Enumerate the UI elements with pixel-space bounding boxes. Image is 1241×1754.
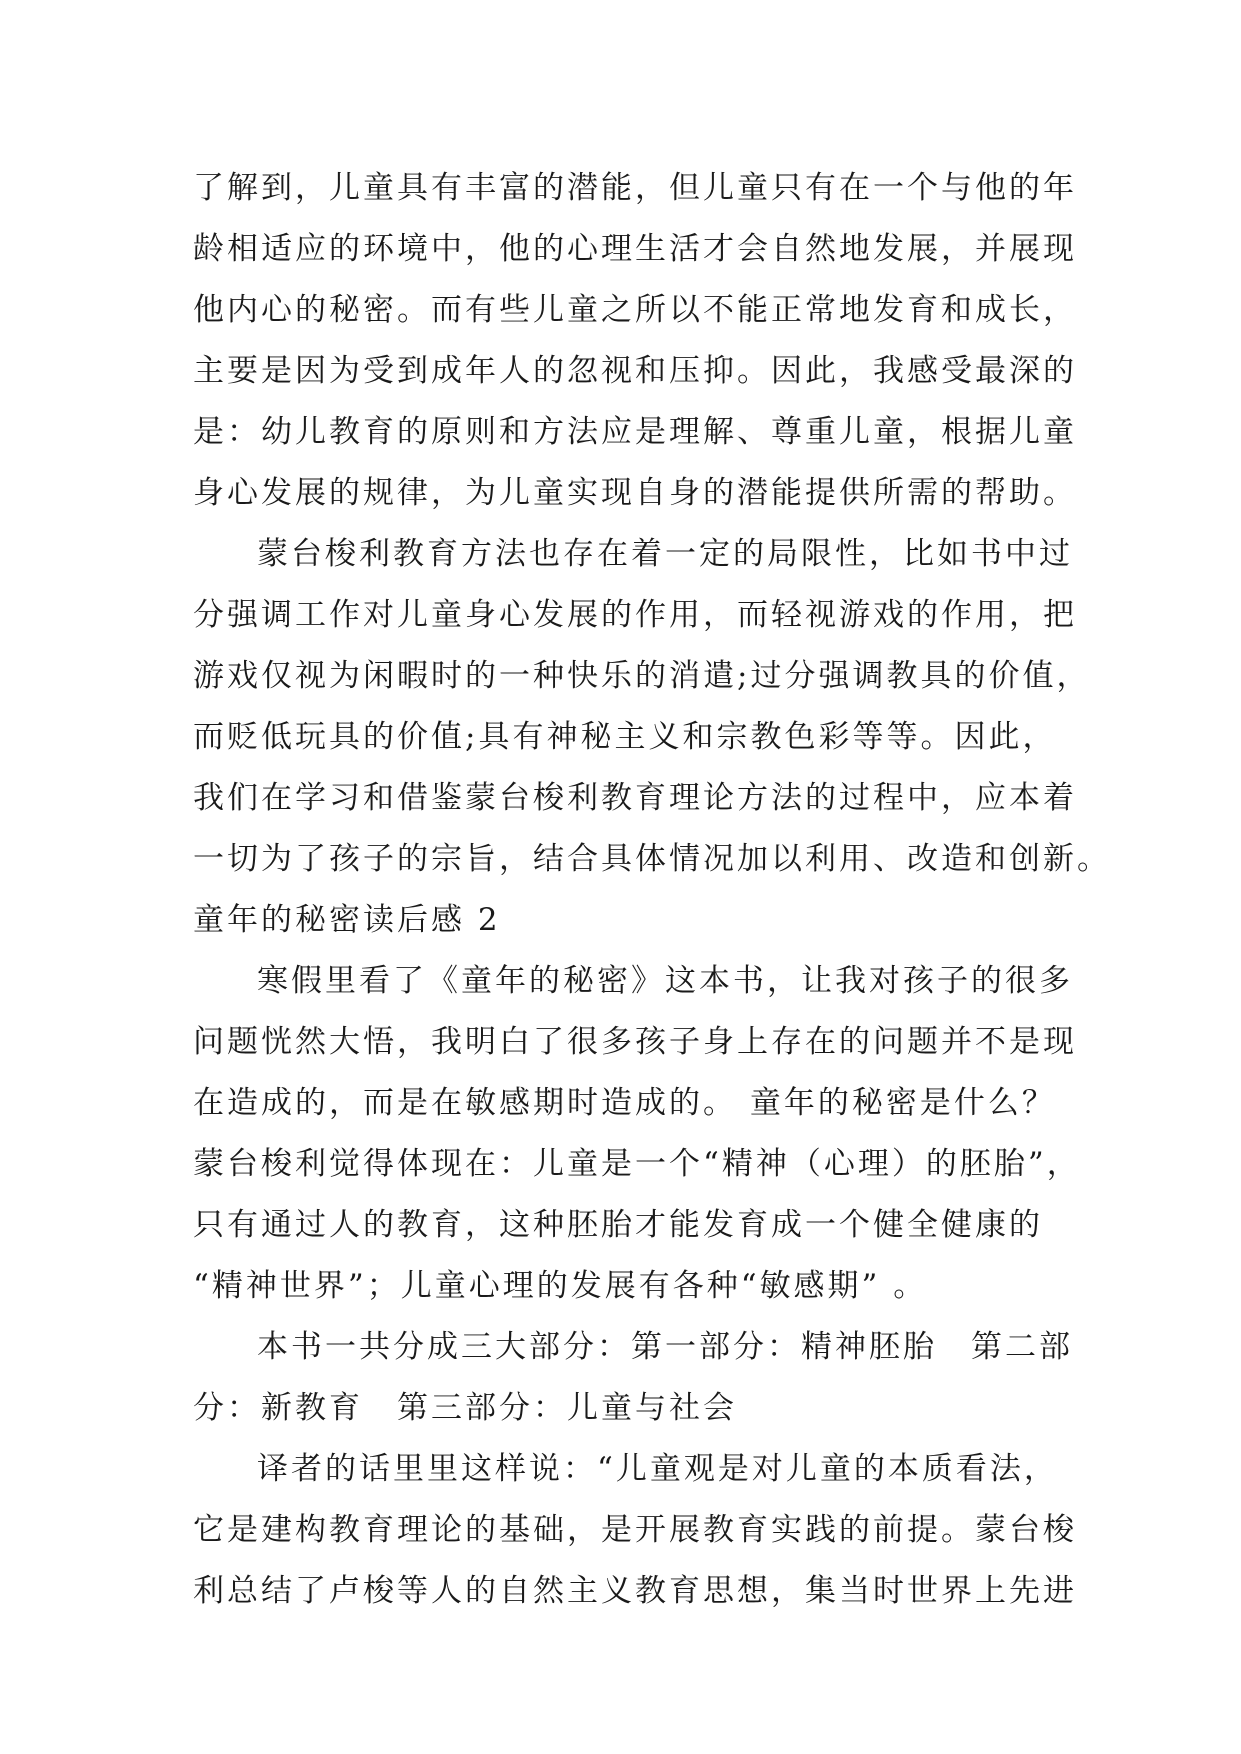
text-line: 他内心的秘密。而有些儿童之所以不能正常地发育和成长， xyxy=(193,292,1077,328)
text-line: 游戏仅视为闲暇时的一种快乐的消遣;过分强调教具的价值， xyxy=(193,658,1091,694)
text-line: 蒙台梭利觉得体现在：儿童是一个“精神（心理）的胚胎”， xyxy=(193,1146,1081,1182)
text-line: 我们在学习和借鉴蒙台梭利教育理论方法的过程中，应本着 xyxy=(193,780,1077,816)
text-line: 主要是因为受到成年人的忽视和压抑。因此，我感受最深的 xyxy=(193,353,1077,389)
text-line: 而贬低玩具的价值;具有神秘主义和宗教色彩等等。因此， xyxy=(193,719,1057,755)
paragraph-first-line: 译者的话里里这样说：“儿童观是对儿童的本质看法， xyxy=(257,1451,1058,1487)
paragraph-first-line: 蒙台梭利教育方法也存在着一定的局限性，比如书中过 xyxy=(257,536,1073,572)
text-line: 龄相适应的环境中，他的心理生活才会自然地发展，并展现 xyxy=(193,231,1077,267)
section-heading: 童年的秘密读后感 2 xyxy=(193,902,501,938)
body-text xyxy=(193,158,1111,1622)
text-line: 是：幼儿教育的原则和方法应是理解、尊重儿童，根据儿童 xyxy=(193,414,1077,450)
text-line: 只有通过人的教育，这种胚胎才能发育成一个健全健康的 xyxy=(193,1207,1043,1243)
text-line: “精神世界”；儿童心理的发展有各种“敏感期” 。 xyxy=(193,1268,928,1304)
text-line: 一切为了孩子的宗旨，结合具体情况加以利用、改造和创新。 xyxy=(193,841,1111,877)
text-line: 分：新教育 第三部分：儿童与社会 xyxy=(193,1390,737,1426)
paragraph-first-line: 寒假里看了《童年的秘密》这本书，让我对孩子的很多 xyxy=(257,963,1073,999)
text-line: 问题恍然大悟，我明白了很多孩子身上存在的问题并不是现 xyxy=(193,1024,1077,1060)
text-line: 分强调工作对儿童身心发展的作用，而轻视游戏的作用，把 xyxy=(193,597,1077,633)
text-line: 它是建构教育理论的基础，是开展教育实践的前提。蒙台梭 xyxy=(193,1512,1077,1548)
text-line: 在造成的，而是在敏感期时造成的。 童年的秘密是什么？ xyxy=(193,1085,1056,1121)
paragraph-first-line: 本书一共分成三大部分：第一部分：精神胚胎 第二部 xyxy=(257,1329,1073,1365)
text-line: 身心发展的规律，为儿童实现自身的潜能提供所需的帮助。 xyxy=(193,475,1077,511)
text-line: 利总结了卢梭等人的自然主义教育思想，集当时世界上先进 xyxy=(193,1573,1077,1609)
text-line: 了解到，儿童具有丰富的潜能，但儿童只有在一个与他的年 xyxy=(193,170,1077,206)
